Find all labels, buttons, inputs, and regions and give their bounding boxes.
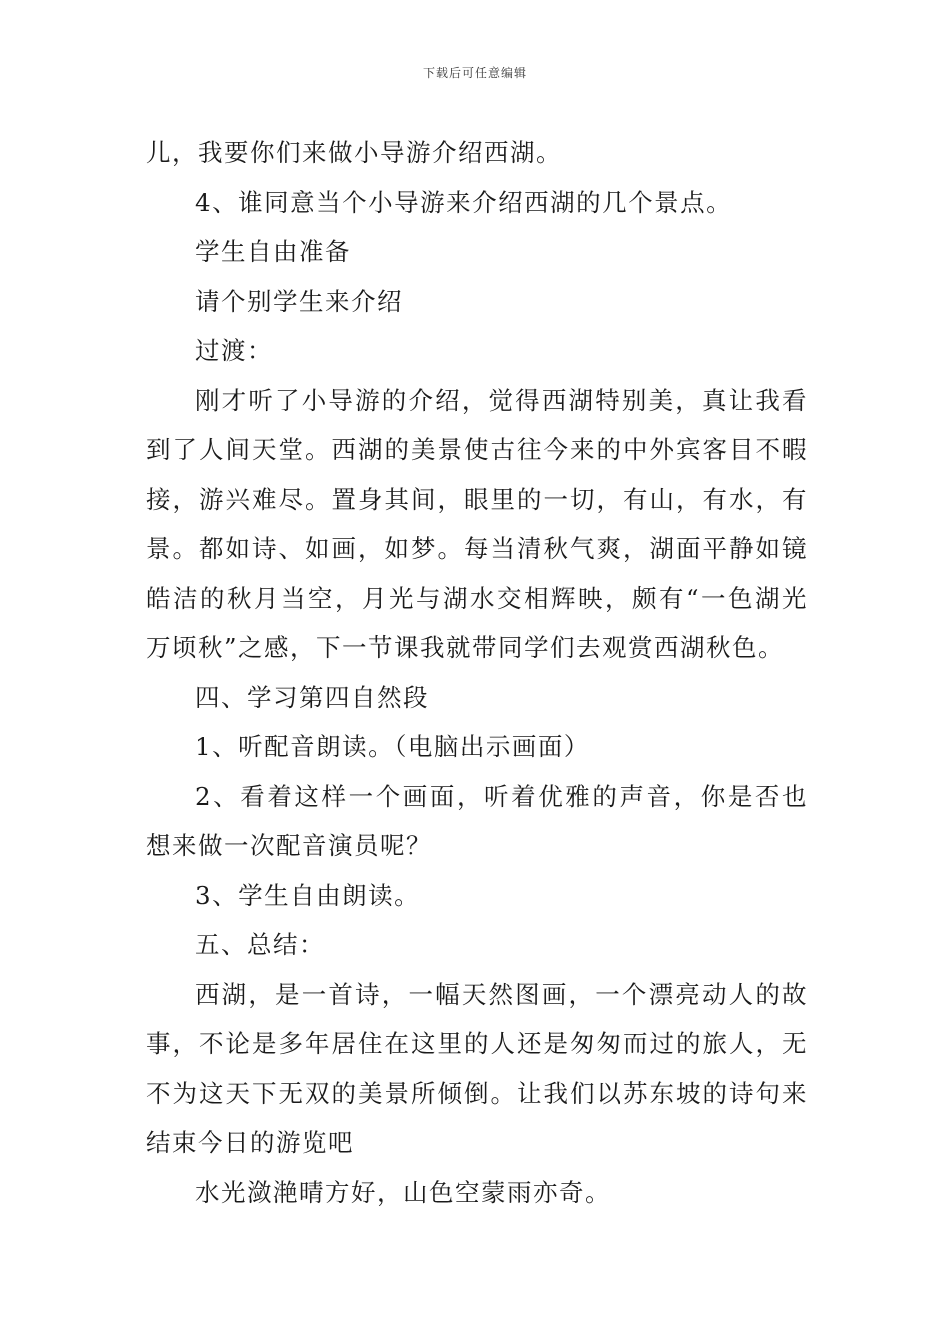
paragraph: 1、听配音朗读。（电脑出示画面） <box>195 732 590 761</box>
paragraph: 2、看着这样一个画面，听着优雅的声音，你是否也想来做一次配音演员呢？ <box>146 781 808 860</box>
paragraph: 刚才听了小导游的介绍，觉得西湖特别美，真让我看到了人间天堂。西湖的美景使古往今来的中外宾客目不暇接，游兴难尽。置身其间，眼里的一切，有山，有水，有景。都如诗、如画，如梦。每当清秋气爽，湖面平静如镜皓洁的秋月当空，月光与湖水交相辉映，颇有“一色湖光万顷秋”之感，下一节课我就带同学们去观赏西湖秋色。 <box>146 385 808 662</box>
paragraph: 儿，我要你们来做小导游介绍西湖。 <box>146 138 562 167</box>
poem-line: 水光潋滟晴方好，山色空蒙雨亦奇。 <box>195 1177 611 1207</box>
paragraph: 3、学生自由朗读。 <box>195 880 421 910</box>
page-header-note: 下载后可任意编辑 <box>422 66 527 80</box>
paragraph: 4、谁同意当个小导游来介绍西湖的几个景点。 <box>195 187 733 217</box>
section-heading: 四、学习第四自然段 <box>195 682 429 712</box>
paragraph: 西湖，是一首诗，一幅天然图画，一个漂亮动人的故事，不论是多年居住在这里的人还是匆匆而过的旅人，无不为这天下无双的美景所倾倒。让我们以苏东坡的诗句来结束今日的游览吧 <box>146 979 808 1157</box>
section-heading: 五、总结： <box>195 930 325 959</box>
paragraph: 过渡： <box>195 336 273 365</box>
paragraph: 请个别学生来介绍 <box>195 286 403 316</box>
document-body <box>146 128 808 1217</box>
paragraph: 学生自由准备 <box>195 237 351 266</box>
